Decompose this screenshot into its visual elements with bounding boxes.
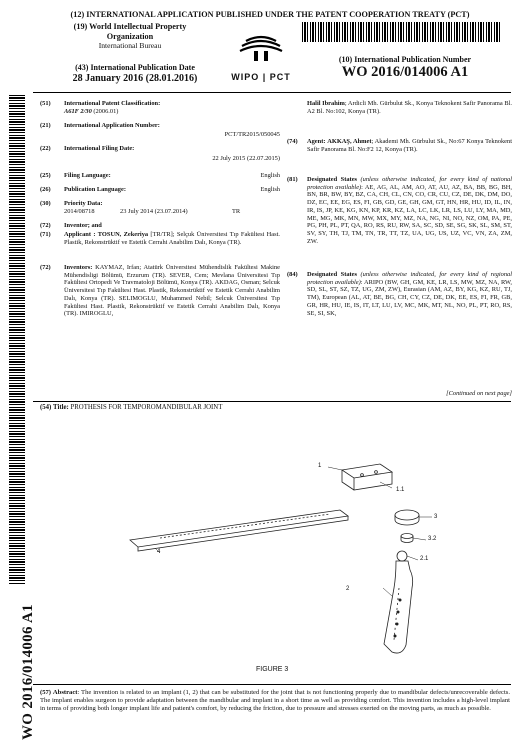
fig-label-1: 1 <box>318 463 322 469</box>
f26-num: (26) <box>40 186 51 193</box>
abstract-num: (57) <box>40 689 51 696</box>
org-line2: Organization <box>106 31 154 41</box>
f22-label: International Filing Date: <box>64 145 135 152</box>
f84-states: : ARIPO (BW, GH, GM, KE, LR, LS, MW, MZ, NA, RW, SD, SL, ST, SZ, TZ, UG, ZM, ZW), Eurasian (AM, AZ, BY, KG, KZ, RU, TJ, TM), European (AL, AT, BE, BG, CH, CY, CZ, DE, DK, EE, ES, FI, FR, GB, GR, HR, HU, IE, IS, IT, LT, LU, LV, MC, MK, MT, NL, NO, PL, PT, RO, RS, SE, SI, SK, <box>307 278 512 317</box>
f71-address: [TR/TR]; Selçuk Üniversitesi Tıp Fakültesi Hast. Plastik, Rekonstrüktif ve Estetik Cerrahi Anabilim Dalı, Konya (TR). <box>64 231 280 246</box>
continued-note: [Continued on next page] <box>446 390 512 397</box>
abstract-text: : The invention is related to an implant (1, 2) that can be substituted for the joint that is not functioning properly due to mandibular defects/unrecoverable defects. The implant enables surgeon to provide adaptation between the mandibular and implant in a short time as well as providing comfort. This invention includes a high-level implant in terms of providing both longer implant life and patient's comfort, by reducing the friction, due to pressure and stresses exerted on the moving parts, as much as possible. <box>40 689 511 713</box>
wipo-logo-icon <box>226 35 296 73</box>
f25-value: English <box>260 172 280 179</box>
f30-num: (30) <box>40 200 51 207</box>
fig-label-1-1: 1.1 <box>396 487 405 493</box>
f71-num: (71) <box>40 231 51 238</box>
f72-num: (72) <box>40 264 51 271</box>
side-barcode-icon <box>9 95 25 585</box>
f81-label: Designated States <box>307 176 358 183</box>
f72a-label: Inventor; and <box>64 222 102 229</box>
f30-date: 23 July 2014 (23.07.2014) <box>120 208 188 215</box>
pub-date: 28 January 2016 (28.01.2016) <box>72 73 198 84</box>
f51-code: A61F 2/30 <box>64 108 92 115</box>
part-1-bracket <box>342 464 392 478</box>
f21-value: PCT/TR2015/050045 <box>224 131 280 138</box>
abstract-label: Abstract <box>52 689 78 696</box>
f21-label: International Application Number: <box>64 122 160 129</box>
f25-num: (25) <box>40 172 51 179</box>
part-2-1-ball <box>397 551 407 561</box>
header-top-line: (12) INTERNATIONAL APPLICATION PUBLISHED UNDER THE PATENT COOPERATION TREATY (PCT) <box>70 10 470 19</box>
fig-label-2: 2 <box>346 586 350 592</box>
org-line3: International Bureau <box>98 41 162 50</box>
f74-num: (74) <box>287 138 298 145</box>
figure-caption: FIGURE 3 <box>256 666 289 673</box>
title-line <box>40 404 510 411</box>
f30-number: 2014/08718 <box>64 208 95 215</box>
f84-label: Designated States <box>307 271 358 278</box>
f74-name: AKKAŞ, Ahmet <box>327 138 372 145</box>
f51-num: (51) <box>40 100 51 107</box>
barcode-icon <box>302 22 502 42</box>
f30-label: Priority Data: <box>64 200 103 207</box>
figure-drawing <box>40 420 510 675</box>
f71-label: Applicant : <box>64 231 96 238</box>
abstract-divider <box>33 684 511 685</box>
f51-label: International Patent Classification: <box>64 100 161 107</box>
f72-inventors: KAYMAZ, Irfan; Atatürk Üniversitesi Mühendislik Fakültesi Makine Mühendisligi Bölümü, Erzurum (TR). SEVER, Cem; Mevlana Üniversitesi Tıp Fakültesi Ortopedi Ve Travmatoloji Bölümü, Konya (TR). AKDAG, Osman; Selcuk Üniversitesi Tıp Fakültesi Hast. Plastik, Rekonstrüktif ve Estetik Cerrahi Anabilim Dalı, Konya (TR). SELIMOGLU, Muhammed Nebil; Selcuk Üniversitesi Tıp Fakültesi Hast. Plastik, Rekonstrüktif ve Estetik Cerrahi Anabilim Dalı, Konya (TR). IMIROGLU, <box>64 264 280 318</box>
f81-states: : AE, AG, AL, AM, AO, AT, AU, AZ, BA, BB, BG, BH, BN, BR, BW, BY, BZ, CA, CH, CL, CN, CO, CR, CU, CZ, DE, DK, DM, DO, DZ, EC, EE, EG, ES, FI, GB, GD, GE, GH, GM, GT, HN, HR, HU, ID, IL, IN, IR, IS, JP, KE, KG, KN, KP, KR, KZ, LA, LC, LK, LR, LS, LU, LY, MA, MD, ME, MG, MK, MN, MW, MX, MY, MZ, NA, NG, NI, NO, NZ, OM, PA, PE, PG, PH, PL, PT, QA, RO, RS, RU, RW, SA, SC, SD, SE, SG, SK, SL, SM, ST, SV, SY, TH, TJ, TM, TN, TR, TT, TZ, UA, UG, US, UZ, VC, VN, ZA, ZM, ZW. <box>307 183 512 245</box>
header-divider <box>33 92 511 93</box>
title-divider <box>33 401 511 402</box>
f81-num: (81) <box>287 176 298 183</box>
f22-value: 22 July 2015 (22.07.2015) <box>212 155 280 162</box>
fig-label-4: 4 <box>157 549 161 555</box>
f51-rest: (2006.01) <box>91 108 119 115</box>
f26-value: English <box>260 186 280 193</box>
f74-label: Agent: <box>307 138 326 145</box>
f30-country: TR <box>232 208 241 215</box>
pub-number-label: (10) International Publication Number <box>338 55 472 64</box>
title-label: Title: <box>53 404 69 411</box>
f25-label: Filing Language: <box>64 172 111 179</box>
cont-address: ; Ardicli Mh. Gürbulut Sk., Konya Teknokent Safir Panorama Bl. A2 Bl. No:102, Konya (TR). <box>307 100 512 115</box>
f74-address: ; Akademi Mh. Gürbulut Sk., No:67 Konya Teknokent Safir Panorama Bl. No:F2 12, Konya (TR). <box>307 138 512 153</box>
pub-date-label: (43) International Publication Date <box>75 63 195 72</box>
f84-note: (unless otherwise indicated, for every kind of regional protection available) <box>307 271 512 286</box>
part-3-disc <box>395 510 419 520</box>
title-num: (54) <box>40 404 52 411</box>
f71-name: TOSUN, Zekeriya <box>97 231 149 238</box>
pub-number: WO 2016/014006 A1 <box>341 64 469 80</box>
f72-label: Inventors: <box>64 264 93 271</box>
abstract <box>40 689 510 714</box>
part-4-plate <box>130 510 348 547</box>
fig-label-3-2: 3.2 <box>428 536 437 542</box>
f22-num: (22) <box>40 145 51 152</box>
f72a-num: (72) <box>40 222 51 229</box>
office-name <box>60 22 200 41</box>
wipo-logo-text: WIPO | PCT <box>231 72 291 82</box>
org-line1: (19) World Intellectual Property <box>73 22 187 31</box>
f26-label: Publication Language: <box>64 186 126 193</box>
f84-num: (84) <box>287 271 298 278</box>
f21-num: (21) <box>40 122 51 129</box>
screw-hole-1 <box>361 474 364 477</box>
part-2-body <box>384 561 413 653</box>
cont-name: Halil Ibrahim <box>307 100 345 107</box>
title-value: PROTHESIS FOR TEMPOROMANDIBULAR JOINT <box>70 404 223 411</box>
fig-label-2-1: 2.1 <box>420 556 429 562</box>
f81-note: (unless otherwise indicated, for every kind of national protection available) <box>307 176 513 191</box>
screw-hole-2 <box>375 471 378 474</box>
part-3-2-knob <box>401 534 413 539</box>
fig-label-3: 3 <box>434 514 438 520</box>
side-pub-number: WO 2016/014006 A1 <box>20 604 36 740</box>
